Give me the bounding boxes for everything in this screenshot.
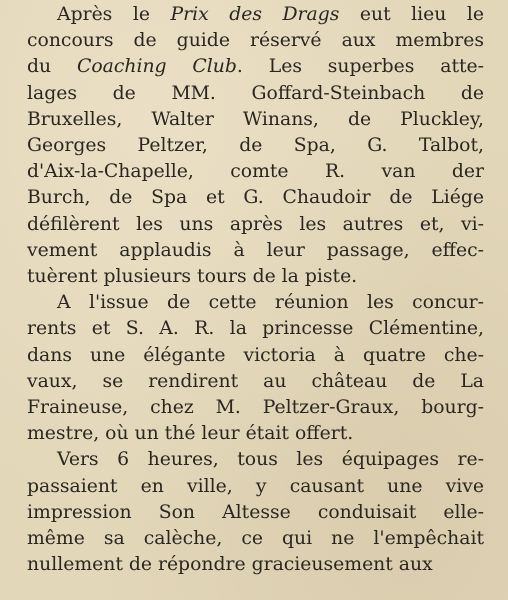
text-segment: concours de guide réservé aux membres [27,30,484,52]
text-line [27,107,484,133]
text-segment: vaux, se rendirent au château de La [27,370,484,392]
text-line [27,185,484,211]
text-line [27,212,484,238]
text-segment: rents et S. A. R. la princesse Clémentine, [27,318,484,340]
text-line [27,133,484,159]
text-segment: impression Son Altesse conduisait elle- [27,501,484,523]
text-line [27,316,484,342]
text-line [27,395,484,421]
text-segment: nullement de répondre gracieusement aux [27,554,433,576]
text-line [27,552,484,578]
text-line [27,28,484,54]
text-line [27,447,484,473]
italic-title: Prix des Drags [170,4,340,25]
text-segment: même sa calèche, ce qui ne l'empêchait [27,528,484,550]
text-line [27,264,484,290]
text-segment: d'Aix-la-Chapelle, comte R. van der [27,161,484,183]
text-segment: . Les superbes atte- [236,56,485,78]
text-segment: Georges Peltzer, de Spa, G. Talbot, [27,135,484,157]
text-segment: eut lieu le [339,4,485,25]
text-segment: Vers 6 heures, tous les équipages re- [57,449,484,471]
text-line [27,474,484,500]
text-line [27,500,484,526]
text-segment: Après le [57,4,171,25]
text-line [27,238,484,264]
text-segment: A l'issue de cette réunion les concur- [57,292,484,314]
text-line [27,290,484,316]
paragraph-return-to-town [27,447,484,578]
paragraph-coaching-club [27,2,484,290]
text-segment: Bruxelles, Walter Winans, de Pluckley, [27,108,484,130]
italic-title: Coaching Club [76,56,237,78]
text-segment: défilèrent les uns après les autres et, vi- [27,213,484,235]
text-line [27,526,484,552]
text-line [27,343,484,369]
text-segment: tuèrent plusieurs tours de la piste. [27,266,358,288]
text-line [27,369,484,395]
text-segment: Fraineuse, chez M. Peltzer-Graux, bourg- [27,397,484,419]
text-segment: lages de MM. Goffard-Steinbach de [27,82,484,104]
paragraph-princess-reception [27,290,484,447]
text-line [27,159,484,185]
text-segment: passaient en ville, y causant une vive [27,475,484,497]
text-segment: dans une élégante victoria à quatre che- [27,344,484,366]
text-line [27,421,484,447]
text-segment: mestre, où un thé leur était offert. [27,423,354,445]
text-segment: Burch, de Spa et G. Chaudoir de Liége [27,187,484,209]
text-segment: du [27,56,77,78]
text-line [27,81,484,107]
text-line [27,54,484,80]
text-segment: vement applaudis à leur passage, effec- [27,239,484,261]
text-line [27,2,484,28]
